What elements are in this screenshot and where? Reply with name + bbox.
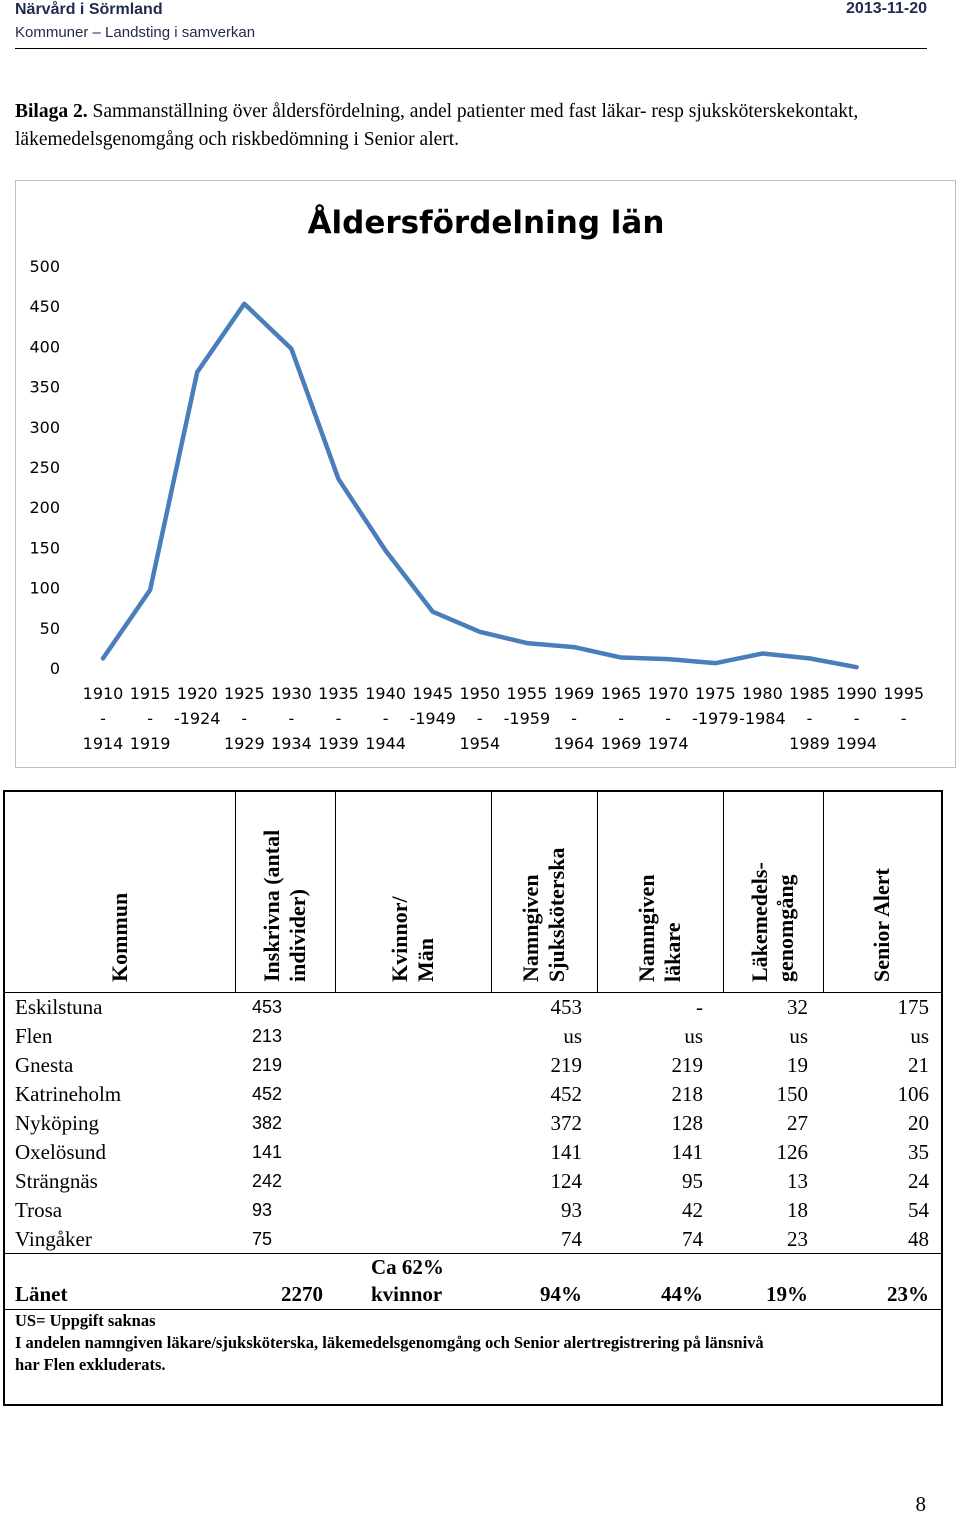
kommun-cell: Vingåker <box>15 1227 92 1251</box>
x-tick-label: 1935 <box>318 684 359 703</box>
x-tick-label: 1925 <box>223 684 265 703</box>
intro-label: Bilaga 2. <box>15 101 88 122</box>
footnote-exclusion-line1: I andelen namngiven läkare/sjuksköterska, läkemedelsgenomgång och Senior alertregistrering på länsnivå <box>15 1333 764 1352</box>
lmg-cell: 19 <box>787 1053 808 1077</box>
x-tick-label: 1975 <box>694 684 736 703</box>
data-point <box>102 657 105 660</box>
kommun-cell: Oxelösund <box>15 1140 106 1164</box>
header-left <box>15 0 255 43</box>
data-point <box>855 666 858 669</box>
header-text-line: Läkemedels- <box>747 862 772 982</box>
x-tick-label: 1969 <box>553 684 595 703</box>
lmg-cell: 13 <box>787 1169 808 1193</box>
table-row <box>5 1109 941 1138</box>
inskrivna-cell: 453 <box>252 997 283 1017</box>
y-tick-label: 200 <box>29 498 60 518</box>
x-tick-label: 1965 <box>600 684 642 703</box>
y-tick-label: 350 <box>29 377 60 397</box>
page-number: 8 <box>915 1492 926 1516</box>
footnote-exclusion <box>15 1332 764 1376</box>
total-sa: 23% <box>887 1282 929 1306</box>
ssk-cell: 372 <box>550 1111 582 1135</box>
total-inskrivna: 2270 <box>281 1282 323 1306</box>
header-text-line: Senior Alert <box>869 868 894 982</box>
sa-cell: 175 <box>897 995 929 1019</box>
sa-cell: 20 <box>908 1111 929 1135</box>
data-point <box>384 549 387 552</box>
header-text-line: Namngiven <box>634 874 659 982</box>
total-top-line <box>5 1253 941 1254</box>
table-row <box>5 1225 941 1254</box>
lakare-cell: 141 <box>671 1140 703 1164</box>
lakare-cell: us <box>684 1024 703 1048</box>
x-tick-label: -1984 <box>739 709 786 728</box>
sa-cell: 106 <box>897 1082 929 1106</box>
data-point <box>290 347 293 350</box>
x-tick-label: 1994 <box>836 734 877 753</box>
ssk-cell: 124 <box>550 1169 582 1193</box>
intro-paragraph <box>15 98 915 154</box>
x-tick-label: -1959 <box>503 709 551 728</box>
data-point <box>337 478 340 481</box>
data-point <box>243 302 246 305</box>
chart-svg <box>16 181 955 767</box>
header-text-line: Män <box>413 938 438 982</box>
series-line <box>103 304 857 667</box>
x-tick-label: 1955 <box>506 684 548 703</box>
age-distribution-chart <box>15 180 956 768</box>
org-name: Närvård i Sörmland <box>15 1 163 18</box>
x-tick-label: - <box>900 709 907 728</box>
data-point <box>808 657 811 660</box>
x-tick-label: 1950 <box>459 684 501 703</box>
total-kvinnor <box>371 1254 444 1308</box>
y-tick-label: 150 <box>29 538 60 558</box>
data-point <box>714 662 717 665</box>
data-point <box>620 656 623 659</box>
data-point <box>667 658 670 661</box>
header-lmg <box>747 862 799 982</box>
column-divider <box>597 792 598 992</box>
header-text-line: Inskrivna (antal <box>259 829 284 982</box>
ssk-cell: 453 <box>550 995 582 1019</box>
x-tick-label: - <box>335 709 342 728</box>
kommun-cell: Nyköping <box>15 1111 99 1135</box>
lmg-cell: us <box>789 1024 808 1048</box>
kommun-cell: Gnesta <box>15 1053 74 1077</box>
sa-cell: 35 <box>908 1140 929 1164</box>
lakare-cell: - <box>696 995 703 1019</box>
data-point <box>431 610 434 613</box>
column-divider <box>335 792 336 992</box>
inskrivna-cell: 242 <box>252 1171 283 1191</box>
x-tick-label: 1930 <box>271 684 312 703</box>
inskrivna-cell: 75 <box>252 1229 273 1249</box>
header-lakare <box>634 874 686 982</box>
footnote-us: US= Uppgift saknas <box>15 1311 156 1330</box>
column-divider <box>823 792 824 992</box>
x-tick-label: 1969 <box>600 734 642 753</box>
header-date: 2013-11-20 <box>846 0 927 17</box>
x-tick-label: -1924 <box>173 709 221 728</box>
lmg-cell: 32 <box>787 995 808 1019</box>
x-tick-label: 1934 <box>271 734 312 753</box>
x-tick-label: - <box>288 709 295 728</box>
header-ssk <box>518 848 570 982</box>
y-tick-label: 0 <box>49 659 60 678</box>
x-tick-label: 1985 <box>789 684 830 703</box>
chart-title: Åldersfördelning län <box>307 205 665 241</box>
x-tick-label: - <box>665 709 672 728</box>
table-row <box>5 1167 941 1196</box>
lmg-cell: 126 <box>776 1140 808 1164</box>
ssk-cell: 93 <box>561 1198 582 1222</box>
x-tick-label: - <box>147 709 153 728</box>
ssk-cell: us <box>563 1024 582 1048</box>
x-tick-label: - <box>618 709 624 728</box>
x-tick-label: 1990 <box>836 684 877 703</box>
sa-cell: 54 <box>908 1198 929 1222</box>
inskrivna-cell: 93 <box>252 1200 273 1220</box>
x-tick-label: 1970 <box>647 684 689 703</box>
x-tick-label: 1920 <box>176 684 218 703</box>
ssk-cell: 74 <box>561 1227 582 1251</box>
ssk-cell: 219 <box>550 1053 582 1077</box>
y-tick-label: 450 <box>29 297 60 317</box>
data-point <box>761 652 764 655</box>
x-tick-label: 1940 <box>365 684 406 703</box>
data-point <box>478 630 481 633</box>
lakare-cell: 95 <box>682 1169 703 1193</box>
header-senior-alert <box>869 868 895 982</box>
x-tick-label: 1980 <box>742 684 783 703</box>
header-kommun <box>107 893 133 982</box>
total-kvinnor-line1: Ca 62% <box>371 1255 444 1279</box>
y-tick-label: 400 <box>29 337 60 357</box>
inskrivna-cell: 219 <box>252 1055 283 1075</box>
inskrivna-cell: 382 <box>252 1113 283 1133</box>
data-point <box>525 642 528 645</box>
lakare-cell: 218 <box>671 1082 703 1106</box>
x-tick-label: 1989 <box>789 734 830 753</box>
x-tick-label: - <box>806 709 813 728</box>
x-tick-label: - <box>853 709 860 728</box>
x-tick-label: - <box>476 709 483 728</box>
inskrivna-cell: 141 <box>252 1142 283 1162</box>
ssk-cell: 141 <box>550 1140 582 1164</box>
total-lmg: 19% <box>766 1282 808 1306</box>
table-row <box>5 1080 941 1109</box>
y-tick-label: 500 <box>29 257 60 276</box>
data-point <box>573 646 576 649</box>
kommun-cell: Eskilstuna <box>15 995 103 1019</box>
lmg-cell: 23 <box>787 1227 808 1251</box>
header-text-line: Kvinnor/ <box>387 896 412 982</box>
sa-cell: 24 <box>908 1169 929 1193</box>
data-point <box>149 589 152 592</box>
column-divider <box>235 792 236 992</box>
x-tick-label: 1945 <box>412 684 454 703</box>
y-tick-label: 250 <box>29 458 60 477</box>
kommun-cell: Strängnäs <box>15 1169 98 1193</box>
x-tick-label: 1954 <box>459 734 501 753</box>
sa-cell: us <box>910 1024 929 1048</box>
header-text-line: läkare <box>660 922 685 982</box>
sa-cell: 21 <box>908 1053 929 1077</box>
table-row <box>5 1138 941 1167</box>
header-text-line: Kommun <box>107 892 132 982</box>
lmg-cell: 150 <box>776 1082 808 1106</box>
kommun-cell: Trosa <box>15 1198 63 1222</box>
ssk-cell: 452 <box>550 1082 582 1106</box>
intro-text: Sammanställning över åldersfördelning, andel patienter med fast läkar- resp sjuksköterskekontakt, läkemedelsgenomgång och riskbedömning i Senior alert. <box>15 101 859 150</box>
header-kvinnor-man <box>387 896 439 982</box>
x-tick-label: 1964 <box>553 734 595 753</box>
lmg-cell: 18 <box>787 1198 808 1222</box>
total-kvinnor-line2: kvinnor <box>371 1282 443 1306</box>
sa-cell: 48 <box>908 1227 929 1251</box>
org-subtitle: Kommuner – Landsting i samverkan <box>15 24 256 41</box>
total-label: Länet <box>15 1282 68 1306</box>
x-tick-label: 1939 <box>318 734 359 753</box>
x-tick-label: 1914 <box>82 734 124 753</box>
header-text-line: individer) <box>285 889 310 982</box>
lakare-cell: 219 <box>671 1053 703 1077</box>
table-row <box>5 1196 941 1225</box>
x-tick-label: 1944 <box>365 734 406 753</box>
x-tick-label: -1949 <box>409 709 456 728</box>
lakare-cell: 128 <box>671 1111 703 1135</box>
x-tick-label: 1915 <box>129 684 171 703</box>
y-tick-label: 50 <box>39 618 60 638</box>
x-tick-label: - <box>382 709 389 728</box>
lakare-cell: 74 <box>682 1227 703 1251</box>
x-tick-label: 1995 <box>883 684 925 703</box>
column-divider <box>491 792 492 992</box>
x-tick-label: 1910 <box>82 684 124 703</box>
inskrivna-cell: 213 <box>252 1026 283 1046</box>
x-tick-label: -1979 <box>692 709 739 728</box>
lmg-cell: 27 <box>787 1111 808 1135</box>
header-text-line: Namngiven <box>518 874 543 982</box>
lakare-cell: 42 <box>682 1198 703 1222</box>
x-tick-label: - <box>100 709 106 728</box>
header-divider <box>15 48 927 49</box>
kommun-cell: Katrineholm <box>15 1082 122 1106</box>
header-text-line: Sjuksköterska <box>544 847 569 982</box>
x-tick-label: 1974 <box>647 734 689 753</box>
header-inskrivna <box>259 830 311 982</box>
x-tick-label: - <box>571 709 577 728</box>
column-divider <box>723 792 724 992</box>
y-tick-label: 300 <box>29 417 60 437</box>
total-lakare: 44% <box>661 1282 703 1306</box>
kommun-cell: Flen <box>15 1024 53 1048</box>
table-row <box>5 1022 941 1051</box>
footnote-exclusion-line2: har Flen exkluderats. <box>15 1355 166 1374</box>
x-tick-label: 1919 <box>129 734 171 753</box>
data-point <box>196 371 199 374</box>
total-ssk: 94% <box>540 1282 582 1306</box>
x-tick-label: 1929 <box>223 734 265 753</box>
inskrivna-cell: 452 <box>252 1084 283 1104</box>
table-row <box>5 993 941 1022</box>
header-text-line: genomgång <box>773 874 798 982</box>
x-tick-label: - <box>241 709 248 728</box>
y-tick-label: 100 <box>29 578 60 598</box>
summary-table <box>3 790 943 1406</box>
table-row <box>5 1051 941 1080</box>
